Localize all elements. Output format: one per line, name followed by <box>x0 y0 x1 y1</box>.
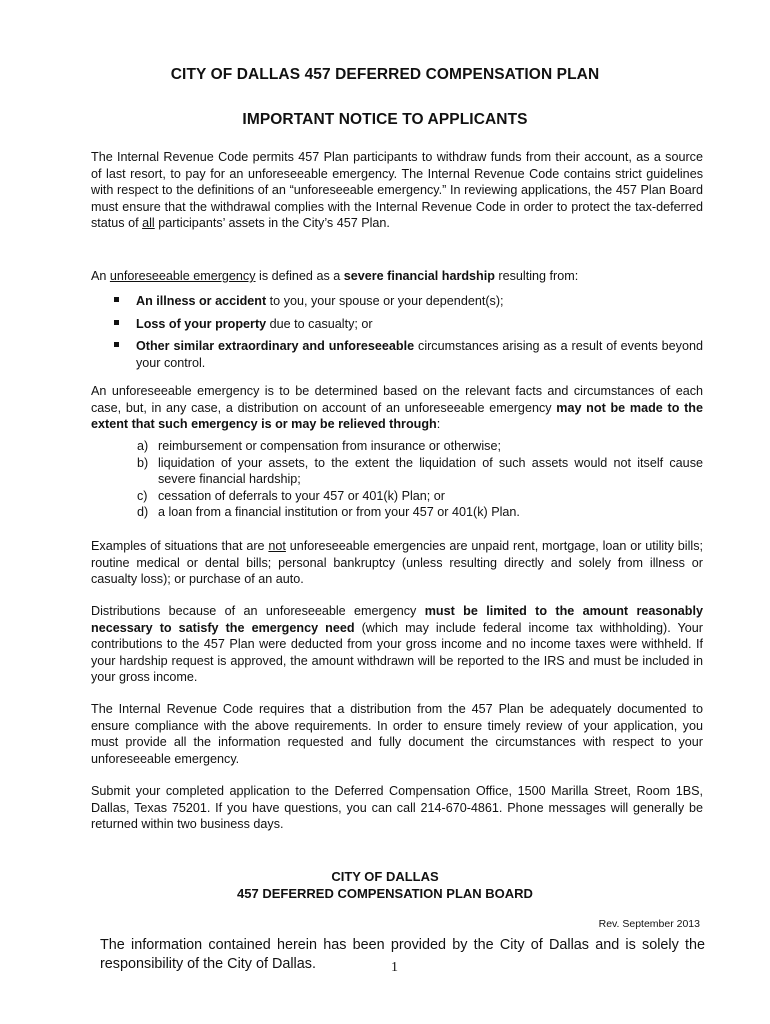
square-bullet-icon <box>114 320 119 325</box>
examples-paragraph: Examples of situations that are not unforeseeable emergencies are unpaid rent, mortgage, loan or utility bills; routine medical or dental bills; personal bankruptcy (unless resulting directly and solely from illness or casualty loss); or purchase of an auto. <box>91 539 703 587</box>
definition-paragraph: An unforeseeable emergency is defined as a severe financial hardship resulting from: <box>91 269 579 283</box>
revision-date: Rev. September 2013 <box>598 918 700 930</box>
document-title: CITY OF DALLAS 457 DEFERRED COMPENSATION PLAN <box>170 66 600 83</box>
page-number: 1 <box>391 960 398 975</box>
list-item: a) reimbursement or compensation from insurance or otherwise; <box>137 439 501 453</box>
square-bullet-icon <box>114 342 119 347</box>
list-item: c) cessation of deferrals to your 457 or 401(k) Plan; or <box>137 488 446 503</box>
document-subtitle: IMPORTANT NOTICE TO APPLICANTS <box>242 111 528 128</box>
documentation-paragraph: The Internal Revenue Code requires that a distribution from the 457 Plan be adequately documented to ensure compliance with the above requirements. In order to ensure timely review of your application, you must provide all the information requested and fully document the circumstances with respect to your unforeseeable emergency. <box>91 702 703 766</box>
distribution-limits-paragraph: Distributions because of an unforeseeable emergency must be limited to the amount reasonably necessary to satisfy the emergency need (which may include federal income tax withholding). Your contributions to the 457 Plan were deducted from your gross income and no income taxes were withheld. If your hardship request is approved, the amount withdrawn will be reported to the IRS and must be included in your gross income. <box>91 604 703 685</box>
board-name-line1: CITY OF DALLAS <box>331 869 439 884</box>
list-item: An illness or accident to you, your spouse or your dependent(s); <box>112 293 703 310</box>
disclaimer-text: The information contained herein has been provided by the City of Dallas and is solely the responsibility of the City of Dallas. <box>100 937 705 972</box>
intro-paragraph: The Internal Revenue Code permits 457 Plan participants to withdraw funds from their account, as a source of last resort, to pay for an unforeseeable emergency. The Internal Revenue Code contains strict guidelines with respect to the definitions of an “unforeseeable emergency.” In reviewing applications, the 457 Plan Board must ensure that the withdrawal complies with the Internal Revenue Code in order to protect the tax-deferred status of all participants’ assets in the City’s 457 Plan. <box>91 150 703 231</box>
determination-paragraph: An unforeseeable emergency is to be determined based on the relevant facts and circumstances of each case, but, in any case, a distribution on account of an unforeseeable emergency may not be made to the extent that such emergency is or may be relieved through: <box>91 384 703 432</box>
square-bullet-icon <box>114 297 119 302</box>
list-item: d) a loan from a financial institution or from your 457 or 401(k) Plan. <box>137 505 520 520</box>
hardship-bullet-list <box>112 293 703 377</box>
list-item: Other similar extraordinary and unforeseeable circumstances arising as a result of events beyond your control. <box>112 338 703 371</box>
board-name-line2: 457 DEFERRED COMPENSATION PLAN BOARD <box>237 886 533 901</box>
list-item: Loss of your property due to casualty; or <box>112 316 703 333</box>
relief-lettered-list <box>137 438 703 521</box>
submission-paragraph: Submit your completed application to the Deferred Compensation Office, 1500 Marilla Street, Room 1BS, Dallas, Texas 75201. If you have questions, you can call 214-670-4861. Phone messages will generally be returned within two business days. <box>91 784 703 832</box>
list-item: b) liquidation of your assets, to the extent the liquidation of such assets would not itself cause severe financial hardship; <box>137 455 703 487</box>
